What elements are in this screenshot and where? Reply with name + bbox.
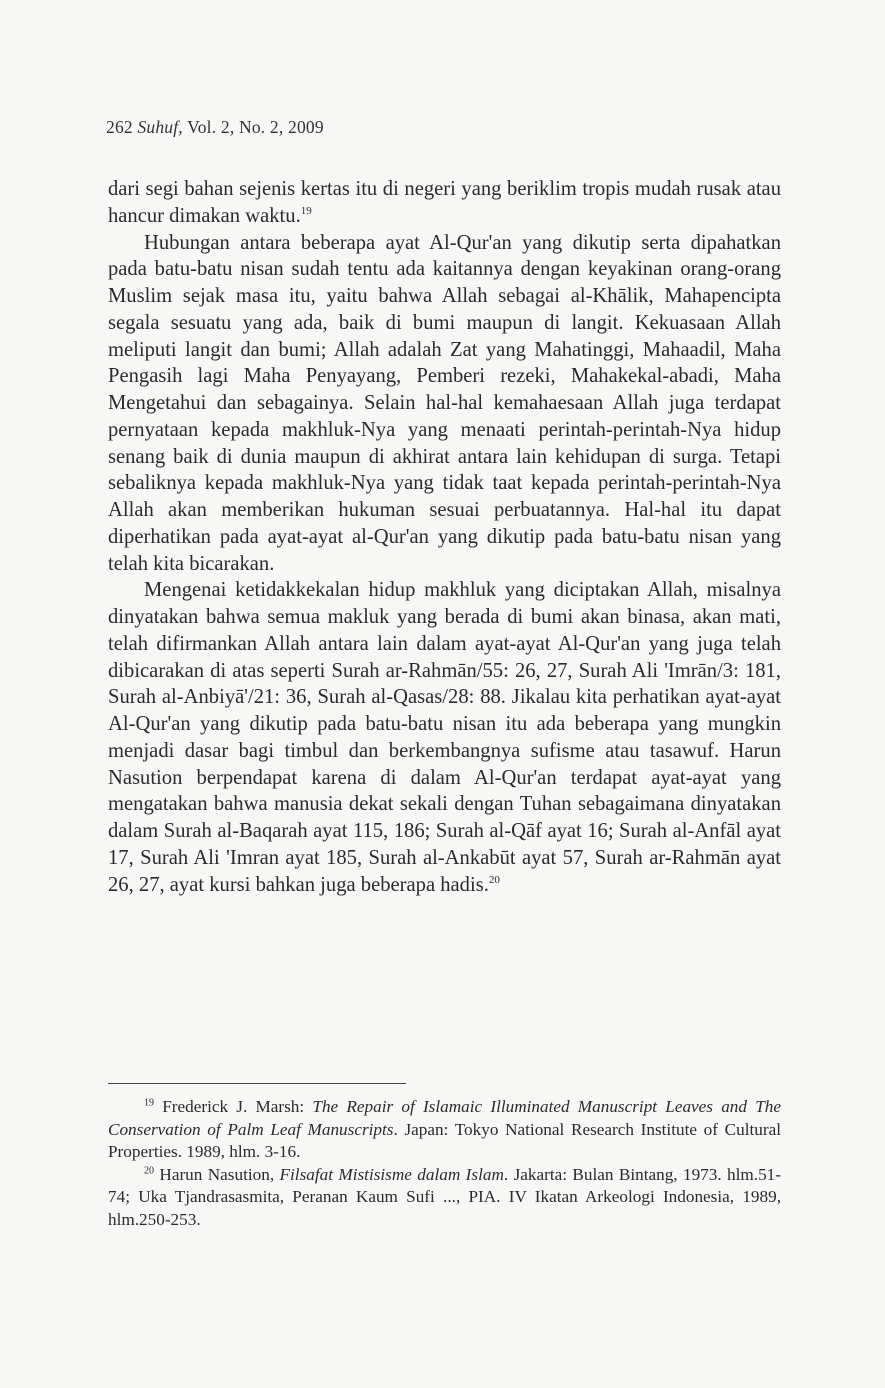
footnote-author: Frederick J. Marsh:	[162, 1097, 313, 1116]
paragraph-2-text: Hubungan antara beberapa ayat Al-Qur'an yang dikutip serta dipahatkan pada batu-batu nisan sudah tentu ada kaitannya dengan keyakinan orang-orang Muslim sejak masa itu, yaitu bahwa Allah sebagai al-Khālik, Mahapencipta segala sesuatu yang ada, baik di bumi maupun di langit. Kekuasaan Allah meliputi langit dan bumi; Allah adalah Zat yang Mahatinggi, Mahaadil, Maha Pengasih lagi Maha Penyayang, Pemberi rezeki, Mahakekal-abadi, Maha Mengetahui dan sebagainya. Selain hal-hal kemahaesaan Allah juga terdapat pernyataan kepada makhluk-Nya yang menaati perintah-perintah-Nya hidup senang baik di dunia maupun di akhirat antara lain kehidupan di surga. Tetapi sebaliknya kepada makhluk-Nya yang tidak taat kepada perintah-perintah-Nya Allah akan memberikan hukuman sesuai perbuatannya. Hal-hal itu dapat diperhatikan pada ayat-ayat al-Qur'an yang dikutip pada batu-batu nisan yang telah kita bicarakan.	[108, 231, 781, 575]
footnote-title: Filsafat Mistisisme dalam Islam	[279, 1164, 504, 1184]
footnote-title: The Repair of Islamaic Illuminated Manuscript Leaves and The Conservation of Palm Leaf Manuscripts	[108, 1097, 781, 1139]
paragraph-1-text: dari segi bahan sejenis kertas itu di negeri yang beriklim tropis mudah rusak atau hancur dimakan waktu.	[108, 178, 781, 227]
paragraph-3	[108, 577, 781, 898]
body-text	[108, 176, 781, 898]
footnote-publication: . Japan: Tokyo National Research Institute of Cultural Properties. 1989, hlm. 3-16.	[108, 1119, 781, 1161]
journal-volume: Vol. 2, No. 2, 2009	[187, 117, 324, 137]
footnote-author: Harun Nasution,	[159, 1164, 280, 1184]
footnote-publication: . Jakarta: Bulan Bintang, 1973. hlm.51-74; Uka Tjandrasasmita, Peranan Kaum Sufi ..., PIA. IV Ikatan Arkeologi Indonesia, 1989, hlm.250-253.	[108, 1164, 781, 1229]
running-head	[106, 117, 324, 138]
journal-name: Suhuf,	[137, 117, 183, 137]
footnotes	[108, 1096, 781, 1231]
footnote-20	[108, 1164, 781, 1232]
paragraph-2	[108, 230, 781, 578]
page-number: 262	[106, 117, 133, 137]
footnote-number: 19	[144, 1097, 154, 1109]
footnote-number: 20	[144, 1164, 154, 1176]
paragraph-1	[108, 176, 781, 230]
footnote-ref-19: 19	[300, 204, 312, 217]
footnote-ref-20: 20	[488, 873, 500, 886]
footnote-19	[108, 1096, 781, 1164]
footnote-divider	[108, 1083, 406, 1084]
paragraph-3-text: Mengenai ketidakkekalan hidup makhluk yang diciptakan Allah, misalnya dinyatakan bahwa semua makluk yang berada di bumi akan binasa, akan mati, telah difirmankan Allah antara lain dalam ayat-ayat Al-Qur'an yang juga telah dibicarakan di atas seperti Surah ar-Rahmān/55: 26, 27, Surah Ali 'Imrān/3: 181, Surah al-Anbiyā'/21: 36, Surah al-Qasas/28: 88. Jikalau kita perhatikan ayat-ayat Al-Qur'an yang dikutip pada batu-batu nisan itu ada beberapa yang mungkin menjadi dasar bagi timbul dan berkembangnya sufisme atau tasawuf. Harun Nasution berpendapat karena di dalam Al-Qur'an terdapat ayat-ayat yang mengatakan bahwa manusia dekat sekali dengan Tuhan sebagaimana dinyatakan dalam Surah al-Baqarah ayat 115, 186; Surah al-Qāf ayat 16; Surah al-Anfāl ayat 17, Surah Ali 'Imran ayat 185, Surah al-Ankabūt ayat 57, Surah ar-Rahmān ayat 26, 27, ayat kursi bahkan juga beberapa hadis.	[108, 579, 781, 896]
